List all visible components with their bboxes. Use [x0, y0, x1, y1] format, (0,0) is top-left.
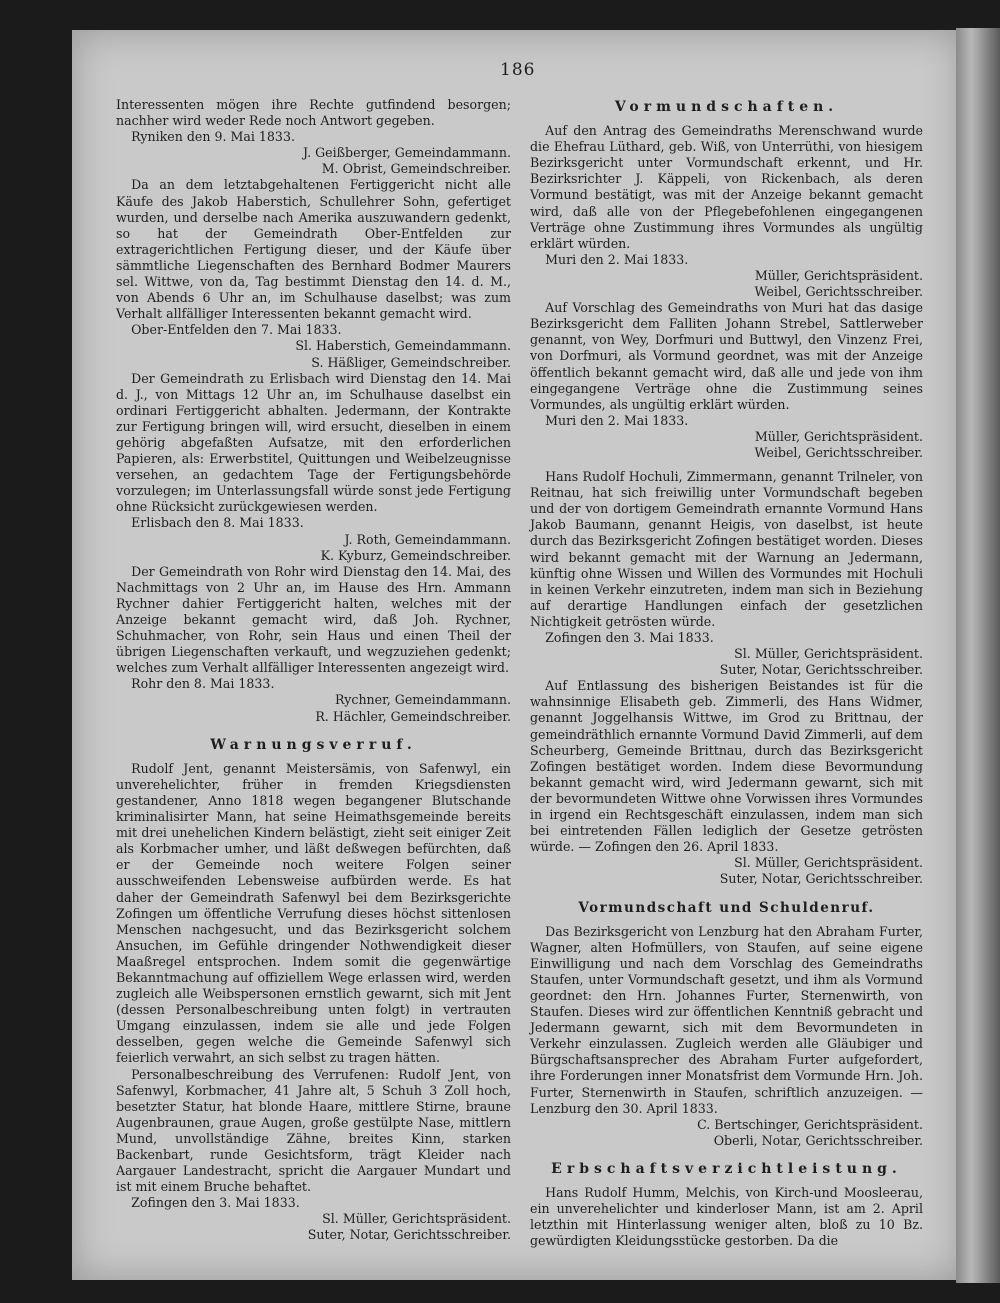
notice-jent-description: Personalbeschreibung des Verrufenen: Rudolf Jent, von Safenwyl, Korbmacher, 41 Jahre alt, 5 Schuh 3 Zoll hoch, besetzter Statur, hat blonde Haare, mittlere Stirne, braune Augenbraunen, graue Augen, große gestülpte Nase, mittlern Mund, unvollständige Zähne, breites Kinn, starken Backenbart, runde Gesichtsform, trägt Kleider nach Aargauer Landestracht, spricht die Aargauer Mundart und ist mit einem Bruche behaftet.	[116, 1066, 511, 1195]
notice-erlisbach-text: Der Gemeindrath zu Erlisbach wird Dienstag den 14. Mai d. J., von Mittags 12 Uhr an, im Schulhause daselbst ein ordinari Fertiggericht abhalten. Jedermann, der Kontrakte zur Fertigung bringen will, wird ersucht, dieselben in einem gehörig abgefaßten Aufsatze, mit den erforderlichen Papieren, als: Erwerbstitel, Quittungen und Weibelzeugnisse versehen, an gedachtem Tage der Fertigungsbehörde vorzulegen; im Unterlassungsfall würde sonst jede Fertigung ohne Rücksicht zurückgewiesen werden.	[116, 370, 511, 515]
notice-entfelden-signature-2: S. Häßliger, Gemeindschreiber.	[311, 354, 511, 370]
notice-zimmerli-signature-2: Suter, Notar, Gerichtsschreiber.	[719, 871, 923, 887]
heading-vormundschaften: Vormundschaften.	[614, 99, 839, 115]
notice-erlisbach-signature-2: K. Kyburz, Gemeindschreiber.	[320, 547, 511, 563]
notice-jent-text: Rudolf Jent, genannt Meistersämis, von Safenwyl, ein unverehelichter, früher in fremden Kriegsdiensten gestandener, Anno 1818 wegen begangener Blutschande kriminalisirter Mann, hat seine Heimathsgemeinde bereits mit drei unehelichen Kindern belästigt, zieht seit einiger Zeit als Korbmacher umher, und läßt deßwegen befürchten, daß er der Gemeinde noch weitere Folgen seiner ausschweifenden Lebensweise aufbürden werde. Es hat daher der Gemeindrath Safenwyl bei dem Bezirksgerichte Zofingen um öffentliche Verrufung dieses höchst sittenlosen Menschen nachgesucht, und das Bezirksgericht solchem Ansuchen, im Gefühle dringender Nothwendigkeit dieser Maaßregel entsprochen. Indem somit die gegenwärtige Bekanntmachung auf offiziellem Wege erlassen wird, werden zugleich alle Weibspersonen ernstlich gewarnt, sich mit Jent (dessen Personalbeschreibung unten folgt) in vertrauten Umgang einzulassen, indem sie alle und jede Folgen desselben, gegen welche die Gemeinde Safenwyl sich feierlich verwahrt, an sich selbst zu tragen hätten.	[116, 760, 511, 1066]
heading-warnungsverruf: Warnungsverruf.	[210, 736, 417, 753]
notice-luethard-signature-1: Müller, Gerichtspräsident.	[754, 267, 923, 283]
notice-ryniken-signature-2: M. Obrist, Gemeindschreiber.	[321, 161, 511, 177]
notice-jent-date: Zofingen den 3. Mai 1833.	[131, 1195, 300, 1211]
notice-zimmerli-text: Auf Entlassung des bisherigen Beistandes ist für die wahnsinnige Elisabeth geb. Zimmerli, des Hans Widmer, genannt Joggelhansis Wittwe, im Grod zu Brittnau, der gemeindräthlich ernannte Vormund David Zimmerli, auf dem Scheurberg, Gemeinde Brittnau, durch das Bezirksgericht Zofingen bestätiget worden. Indem diese Bevormundung bekannt gemacht wird, wird Jedermann gewarnt, sich mit der bevormundeten Wittwe ohne Vorwissen ihres Vormundes in irgend ein Rechtsgeschäft einzulassen, indem man sich bei eintretenden Fällen lediglich der Gesetze getrösten würde. — Zofingen den 26. April 1833.	[530, 678, 923, 855]
notice-hochuli-date: Zofingen den 3. Mai 1833.	[545, 630, 714, 645]
notice-strebel-text: Auf Vorschlag des Gemeindraths von Muri hat das dasige Bezirksgericht dem Falliten Johann Strebel, Sattlerweber genannt, von Wey, Dorfmuri und Buttwyl, den Vinzenz Frei, von Dorfmuri, als Vormund geordnet, was mit der Anzeige öffentlich bekannt gemacht wird, daß alle und jede von ihm eingegangene Verträge ohne die Zustimmung seines Vormundes, als ungültig erklärt würden.	[530, 300, 923, 412]
notice-ryniken-signature-1: J. Geißberger, Gemeindammann.	[303, 145, 511, 161]
notice-strebel-signature-1: Müller, Gerichtspräsident.	[754, 428, 923, 444]
page-number: 186	[500, 60, 536, 80]
notice-jent-signature-2: Suter, Notar, Gerichtsschreiber.	[307, 1227, 511, 1243]
notice-zimmerli-signature-1: Sl. Müller, Gerichtspräsident.	[734, 855, 923, 871]
notice-hochuli-signature-1: Sl. Müller, Gerichtspräsident.	[734, 646, 923, 662]
notice-furter-signature-1: C. Bertschinger, Gerichtspräsident.	[697, 1116, 923, 1132]
notice-furter-text: Das Bezirksgericht von Lenzburg hat den Abraham Furter, Wagner, alten Hofmüllers, von Staufen, auf seine eigene Einwilligung und nach dem Vorschlag des Gemeindraths Staufen, unter Vormundschaft gesetzt, und ihm als Vormund geordnet: den Hrn. Johannes Furter, Sternenwirth, von Staufen. Dieses wird zur öffentlichen Kenntniß gebracht und Jedermann gewarnt, sich mit dem Bevormundeten in Verkehr einzulassen. Zugleich werden alle Gläubiger und Bürgschaftsansprecher des Abraham Furter aufgefordert, ihre Forderungen inner Monatsfrist dem Vormunde Hrn. Joh. Furter, Sternenwirth in Staufen, schriftlich anzuzeigen. — Lenzburg den 30. April 1833.	[530, 923, 923, 1116]
notice-hochuli-text: Hans Rudolf Hochuli, Zimmermann, genannt Trilneler, von Reitnau, hat sich freiwillig unter Vormundschaft begeben und der von dortigem Gemeindrath ernannte Vormund Hans Jakob Baumann, genannt Heigis, von daselbst, ist heute durch das Bezirksgericht Zofingen bestätiget worden. Dieses wird bekannt gemacht mit der Warnung an Jedermann, künftig ohne Wissen und Willen des Vormundes mit Hochuli in keinen Verkehr einzutreten, indem man sich in Beziehung auf derartige Handlungen einfach der gesetzlichen Nichtigkeit getrösten würde.	[530, 469, 923, 629]
notice-erlisbach-signature-1: J. Roth, Gemeindammann.	[344, 531, 511, 547]
next-page-edge	[956, 28, 1000, 1283]
notice-strebel-signature-2: Weibel, Gerichtsschreiber.	[754, 444, 923, 460]
notice-erlisbach-date: Erlisbach den 8. Mai 1833.	[131, 515, 304, 531]
notice-humm-text: Hans Rudolf Humm, Melchis, von Kirch-und Moosleerau, ein unverehelichter und kinderloser Mann, ist am 2. April letzthin mit Hinterlassung weniger alten, bloß zu 10 Bz. gewürdigten Kleidungsstücke gestorben. Da die	[530, 1185, 923, 1249]
notice-ryniken-text: Interessenten mögen ihre Rechte gutfindend besorgen; nachher wird weder Rede noch Antwort gegeben.	[116, 97, 511, 129]
notice-luethard-date: Muri den 2. Mai 1833.	[545, 251, 689, 267]
notice-rohr-text: Der Gemeindrath von Rohr wird Dienstag den 14. Mai, des Nachmittags von 2 Uhr an, im Hause des Hrn. Ammann Rychner dahier Fertiggericht halten, welches mit der Anzeige bekannt gemacht wird, daß Joh. Rychner, Schuhmacher, von Rohr, sein Haus und einen Theil der übrigen Liegenschaften verkauft, und wegzuziehen gedenkt; welches zum Verhalt allfälliger Interessenten angezeigt wird.	[116, 563, 511, 676]
notice-luethard-text: Auf den Antrag des Gemeindraths Merenschwand wurde die Ehefrau Lüthard, geb. Wiß, von Unterrüthi, von hiesigem Bezirksgericht unter Vormundschaft erkennt, und Hr. Bezirksrichter J. Käppeli, von Rickenbach, als deren Vormund bestätigt, was mit der Anzeige bekannt gemacht wird, daß alle von der Pflegebefohlenen eingegangenen Verträge ohne Zustimmung ihres Vormundes als ungültig erklärt würden.	[530, 123, 923, 251]
left-column	[116, 97, 511, 1244]
heading-vormundschaft-schuldenruf: Vormundschaft und Schuldenruf.	[578, 899, 875, 916]
notice-entfelden-signature-1: Sl. Haberstich, Gemeindammann.	[295, 338, 511, 354]
notice-hochuli-signature-2: Suter, Notar, Gerichtsschreiber.	[719, 662, 923, 678]
notice-luethard-signature-2: Weibel, Gerichtsschreiber.	[754, 284, 923, 300]
notice-rohr-date: Rohr den 8. Mai 1833.	[131, 676, 275, 692]
notice-entfelden-text: Da an dem letztabgehaltenen Fertiggericht nicht alle Käufe des Jakob Haberstich, Schullehrer Sohn, gefertiget wurden, und derselbe nach Amerika auszuwandern gedenkt, so hat der Gemeindrath Ober-Entfelden zur extragerichtlichen Fertigung dieser, und der Käufe über sämmtliche Liegenschaften des Bernhard Bodmer Maurers sel. Wittwe, von da, Tag bestimmt Dienstag den 14. d. M., von Abends 6 Uhr an, im Schulhause daselbst; was zum Verhalt allfälliger Interessenten bekannt gemacht wird.	[116, 177, 511, 322]
notice-rohr-signature-1: Rychner, Gemeindammann.	[335, 692, 511, 708]
heading-erbschaftsverzichtleistung: Erbschaftsverzichtleistung.	[551, 1160, 902, 1177]
notice-strebel-date: Muri den 2. Mai 1833.	[545, 412, 689, 428]
notice-jent-signature-1: Sl. Müller, Gerichtspräsident.	[322, 1211, 511, 1227]
right-column	[530, 97, 923, 1249]
notice-furter-signature-2: Oberli, Notar, Gerichtsschreiber.	[713, 1132, 923, 1148]
notice-rohr-signature-2: R. Hächler, Gemeindschreiber.	[315, 708, 511, 724]
notice-entfelden-date: Ober-Entfelden den 7. Mai 1833.	[131, 322, 342, 338]
notice-ryniken-date: Ryniken den 9. Mai 1833.	[131, 129, 295, 145]
